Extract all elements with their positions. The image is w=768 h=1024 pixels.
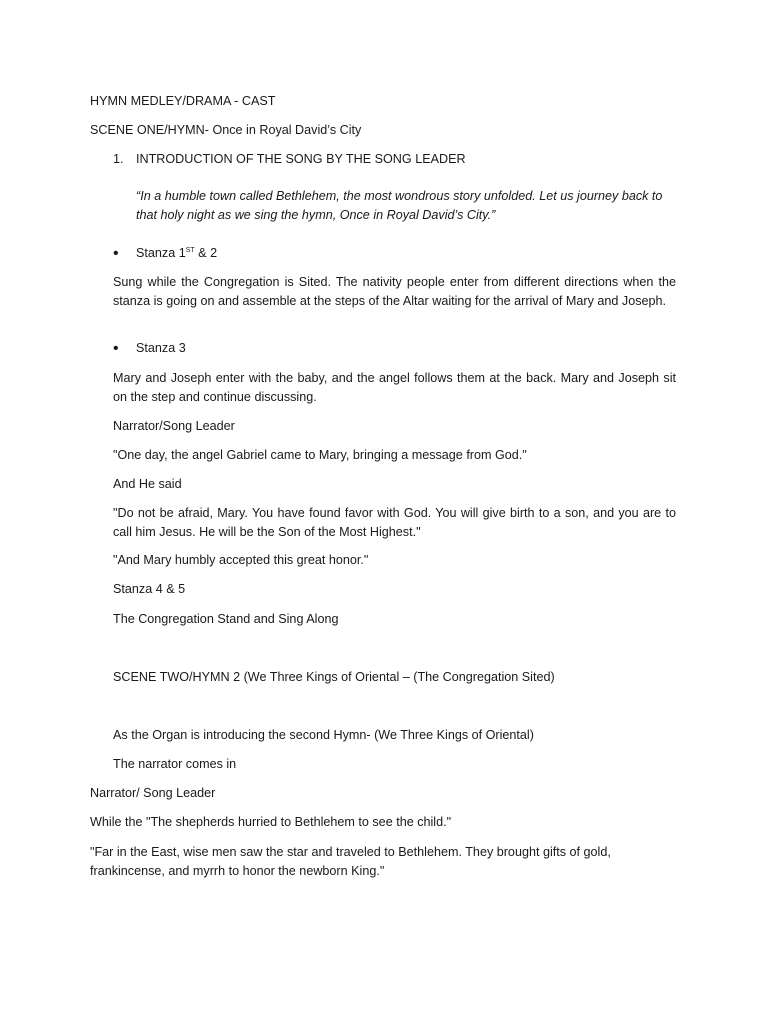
narrator-label-2: Narrator/ Song Leader <box>90 786 216 800</box>
stanza-3-label: Stanza 3 <box>136 341 186 355</box>
stanza-4-5-label: Stanza 4 & 5 <box>113 582 186 596</box>
shepherds-line: While the "The shepherds hurried to Bethlehem to see the child." <box>90 815 452 829</box>
bullet-icon: • <box>113 340 119 357</box>
scene-one-heading: SCENE ONE/HYMN- Once in Royal David’s City <box>90 123 362 137</box>
bullet-icon: • <box>113 245 119 262</box>
narrator-label: Narrator/Song Leader <box>113 419 235 433</box>
stanza-3-description: Mary and Joseph enter with the baby, and the angel follows them at the back. Mary and Joseph sit on the step and continue discussing. <box>113 371 676 404</box>
scene-two-heading: SCENE TWO/HYMN 2 (We Three Kings of Oriental – (The Congregation Sited) <box>113 670 555 684</box>
intro-quote: “In a humble town called Bethlehem, the most wondrous story unfolded. Let us journey back to that holy night as we sing the hymn, Once in Royal David’s City.” <box>136 189 663 222</box>
list-item-number: 1. <box>113 152 124 166</box>
do-not-be-afraid-quote: "Do not be afraid, Mary. You have found favor with God. You will give birth to a son, and you are to call him Jesus. He will be the Son of the Most Highest." <box>113 506 676 539</box>
list-item-text: INTRODUCTION OF THE SONG BY THE SONG LEADER <box>136 152 466 166</box>
and-he-said: And He said <box>113 477 182 491</box>
stanza-1-2-description: Sung while the Congregation is Sited. The nativity people enter from different directions when the stanza is going on and assemble at the steps of the Altar waiting for the arrival of Mary and Joseph. <box>113 275 676 308</box>
document-title: HYMN MEDLEY/DRAMA - CAST <box>90 94 276 108</box>
mary-accepted-quote: "And Mary humbly accepted this great honor." <box>113 553 369 567</box>
congregation-stand: The Congregation Stand and Sing Along <box>113 612 339 626</box>
stanza-1-2-superscript: ST <box>185 247 195 254</box>
organ-intro: As the Organ is introducing the second Hymn- (We Three Kings of Oriental) <box>113 728 534 742</box>
narrator-comes-in: The narrator comes in <box>113 757 237 771</box>
stanza-1-2-suffix: & 2 <box>194 246 218 260</box>
stanza-1-2-label <box>136 244 217 263</box>
gabriel-quote: "One day, the angel Gabriel came to Mary, bringing a message from God." <box>113 448 527 462</box>
far-east-quote: "Far in the East, wise men saw the star and traveled to Bethlehem. They brought gifts of gold, frankincense, and myrrh to honor the newborn King." <box>90 845 611 878</box>
stanza-1-2-prefix: Stanza 1 <box>136 246 186 260</box>
